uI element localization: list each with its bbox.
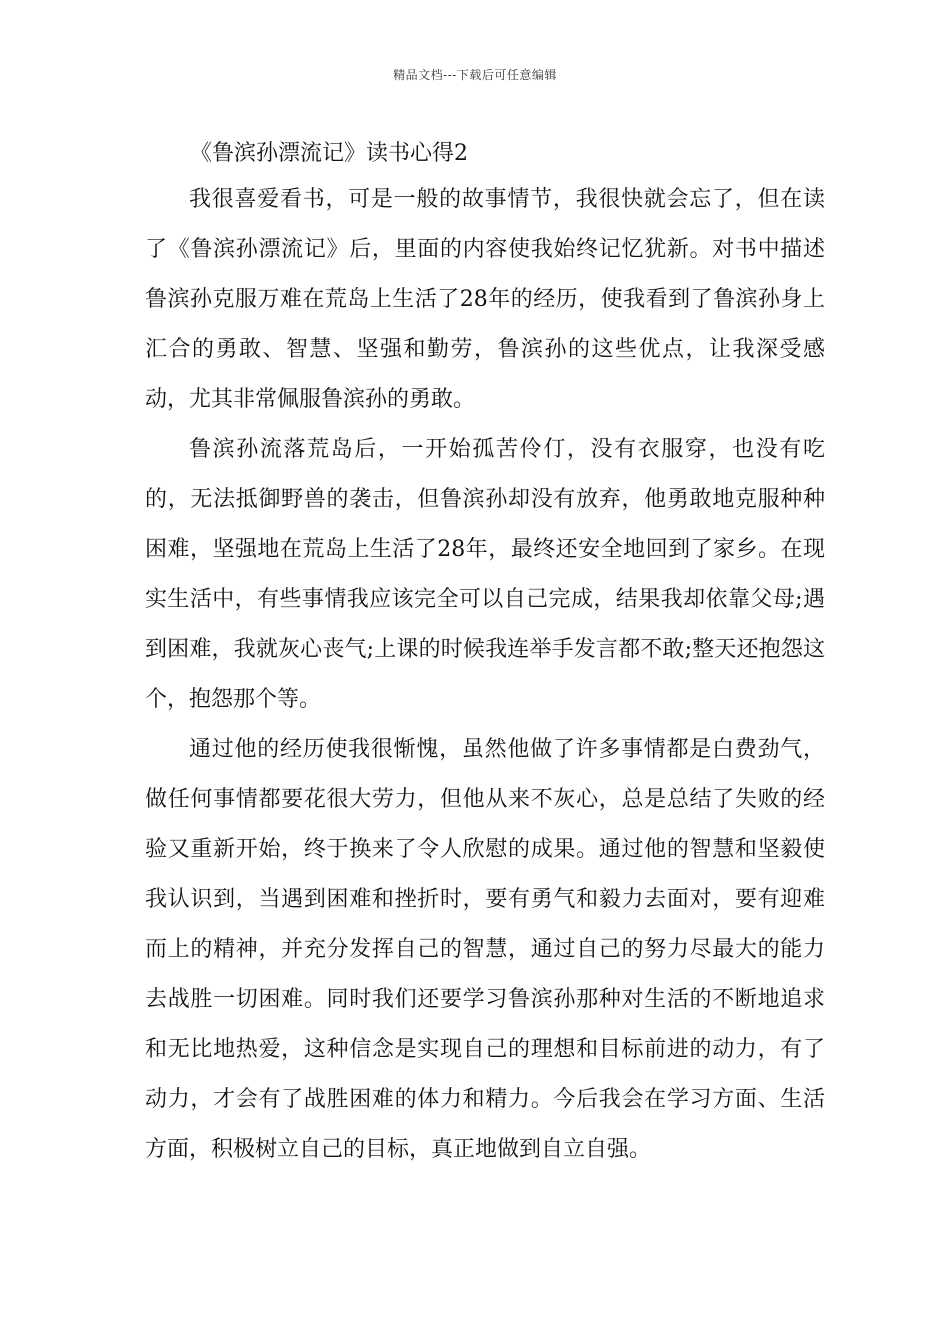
page-header: 精品文档---下载后可任意编辑 [393, 68, 557, 82]
paragraph: 我很喜爱看书，可是一般的故事情节，我很快就会忘了，但在读了《鲁滨孙漂流记》后，里面的内容使我始终记忆犹新。对书中描述鲁滨孙克服万难在荒岛上生活了28年的经历，使我看到了鲁滨孙身上汇合的勇敢、智慧、坚强和勤劳，鲁滨孙的这些优点，让我深受感动，尤其非常佩服鲁滨孙的勇敢。 [145, 187, 825, 412]
paragraph: 鲁滨孙流落荒岛后，一开始孤苦伶仃，没有衣服穿，也没有吃的，无法抵御野兽的袭击，但鲁滨孙却没有放弃，他勇敢地克服种种困难，坚强地在荒岛上生活了28年，最终还安全地回到了家乡。在现实生活中，有些事情我应该完全可以自己完成，结果我却依靠父母;遇到困难，我就灰心丧气;上课的时候我连举手发言都不敢;整天还抱怨这个，抱怨那个等。 [145, 437, 825, 712]
paragraph: 通过他的经历使我很惭愧，虽然他做了许多事情都是白费劲气，做任何事情都要花很大劳力，但他从来不灰心，总是总结了失败的经验又重新开始，终于换来了令人欣慰的成果。通过他的智慧和坚毅使我认识到，当遇到困难和挫折时，要有勇气和毅力去面对，要有迎难而上的精神，并充分发挥自己的智慧，通过自己的努力尽最大的能力去战胜一切困难。同时我们还要学习鲁滨孙那种对生活的不断地追求和无比地热爱，这种信念是实现自己的理想和目标前进的动力，有了动力，才会有了战胜困难的体力和精力。今后我会在学习方面、生活方面，积极树立自己的目标，真正地做到自立自强。 [145, 737, 825, 1162]
document-title: 《鲁滨孙漂流记》读书心得2 [190, 141, 468, 166]
document-body [145, 175, 825, 1175]
